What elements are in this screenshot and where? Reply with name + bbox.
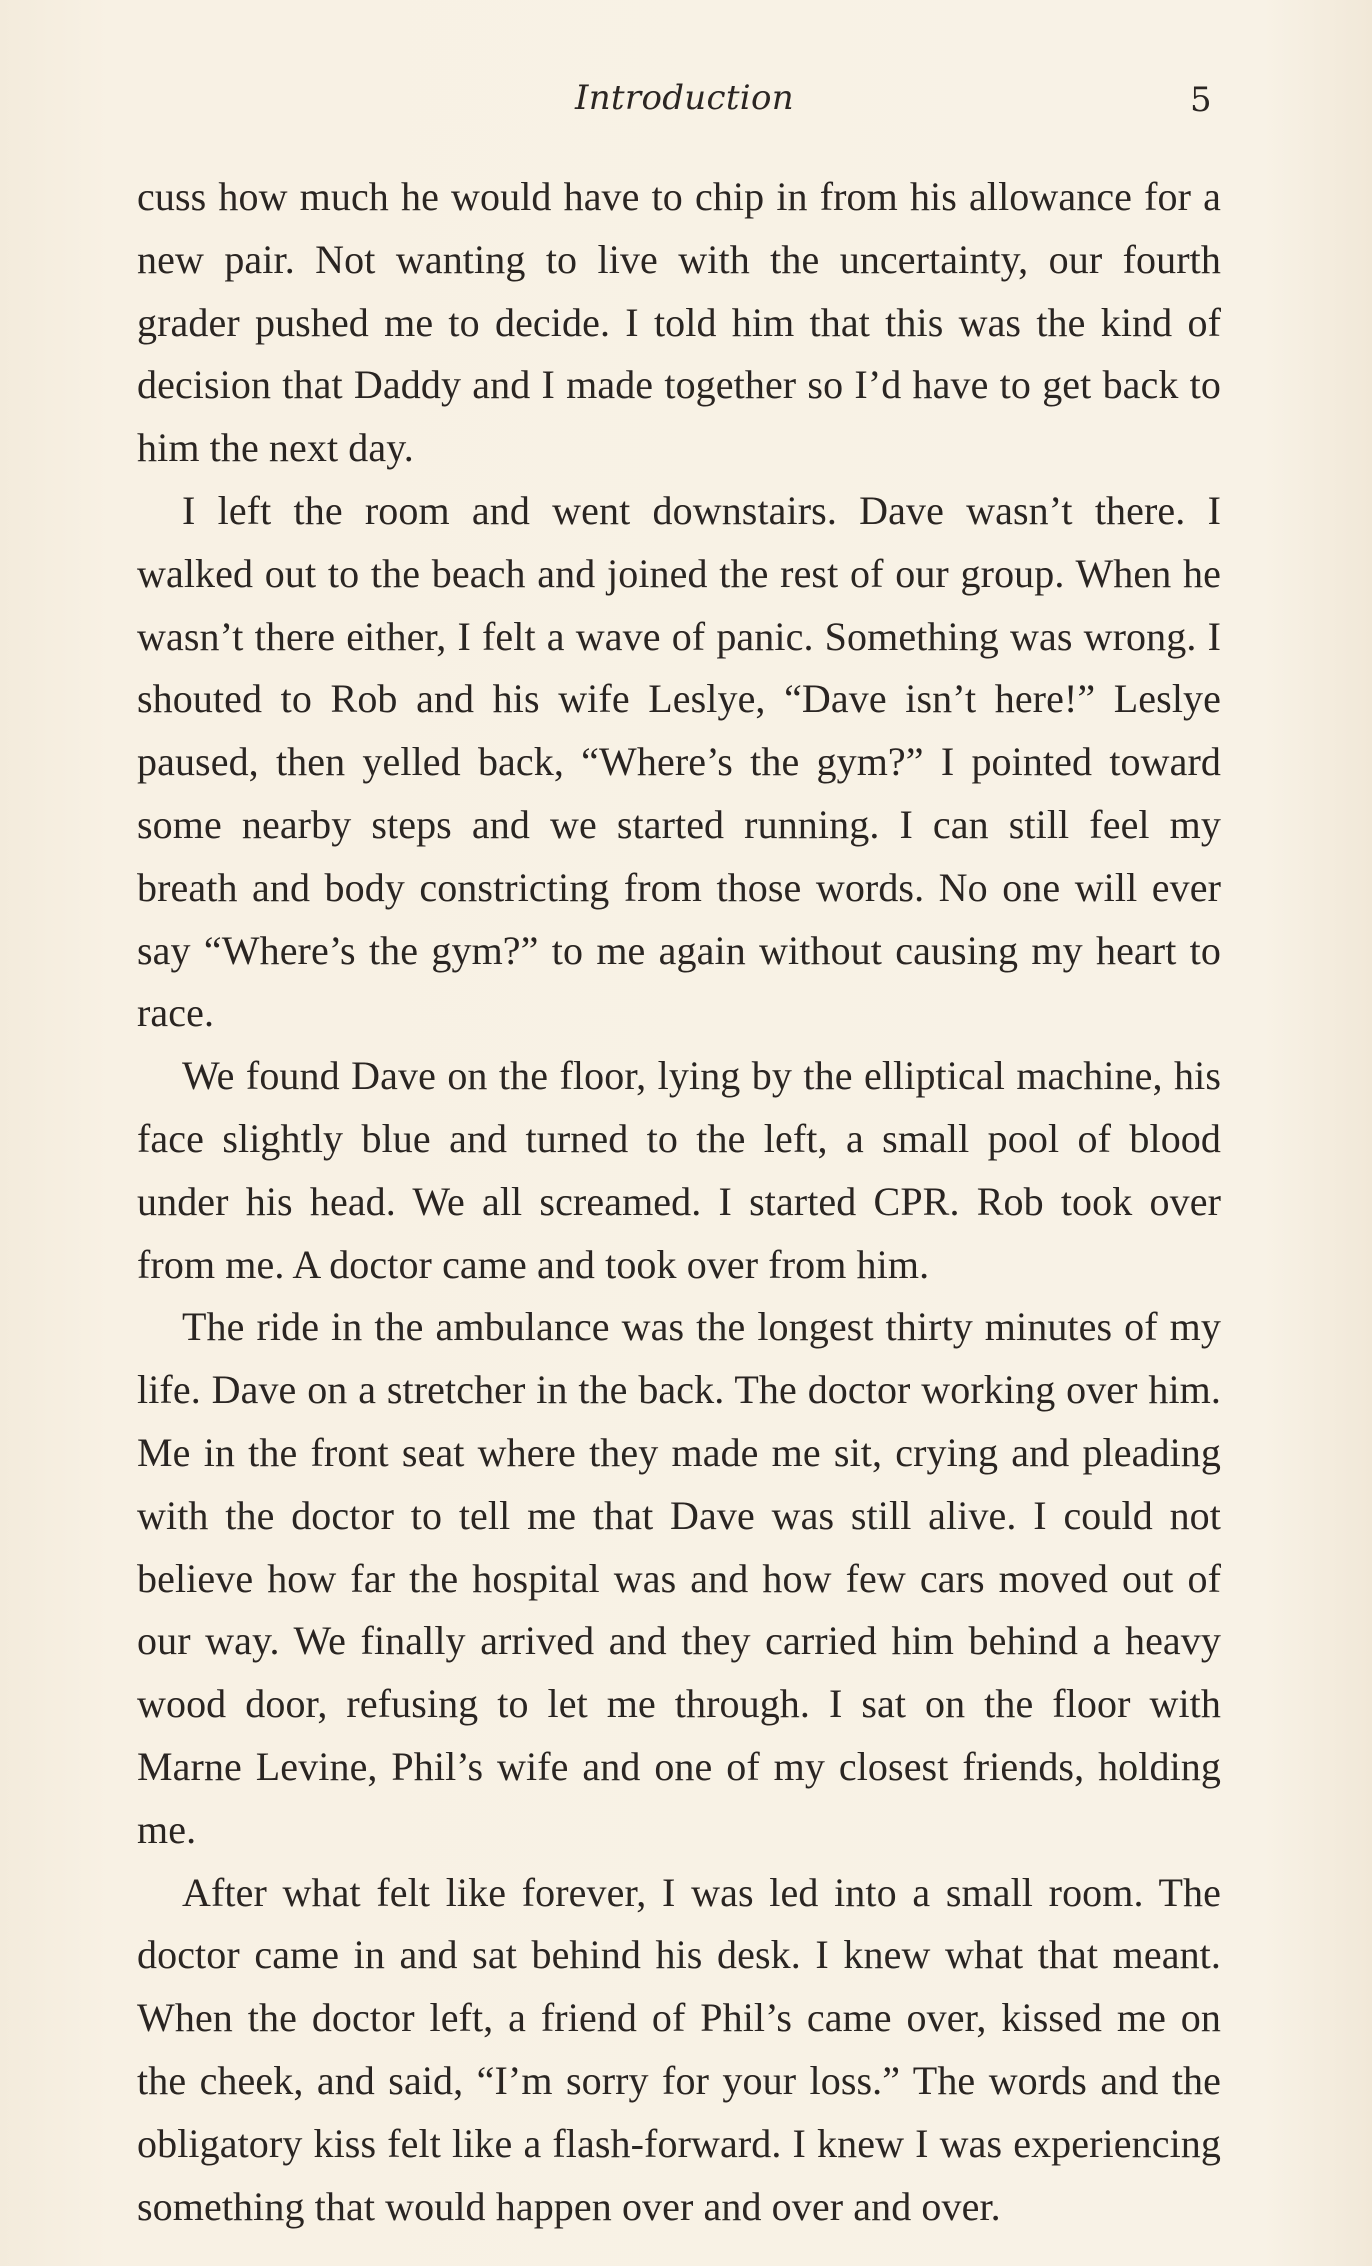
body-text <box>137 166 1221 2238</box>
running-head <box>0 72 1372 122</box>
paragraph-ambulance: The ride in the ambulance was the longest thirty minutes of my life. Dave on a stretcher in the back. The doctor working over him. Me in the front seat where they made me sit, crying and pleading with the doctor to tell me that Dave was still alive. I could not believe how far the hospital was and how few cars moved out of our way. We finally arrived and they carried him behind a heavy wood door, refusing to let me through. I sat on the floor with Marne Levine, Phil’s wife and one of my closest friends, holding me. <box>137 1304 1221 1852</box>
paragraph-leaving-room: I left the room and went downstairs. Dave wasn’t there. I walked out to the beach and joined the rest of our group. When he wasn’t there either, I felt a wave of panic. Something was wrong. I shouted to Rob and his wife Leslye, “Dave isn’t here!” Leslye paused, then yelled back, “Where’s the gym?” I pointed toward some nearby steps and we started running. I can still feel my breath and body constricting from those words. No one will ever say “Where’s the gym?” to me again without causing my heart to race. <box>137 487 1221 1036</box>
paragraph-doctor-room: After what felt like forever, I was led into a small room. The doctor came in and sat behind his desk. I knew what that meant. When the doctor left, a friend of Phil’s came over, kissed me on the cheek, and said, “I’m sorry for your loss.” The words and the obligatory kiss felt like a flash-forward. I knew I was experiencing something that would happen over and over and over. <box>137 1869 1221 2229</box>
paragraph-finding-dave: We found Dave on the floor, lying by the elliptical machine, his face slightly blue and turned to the left, a small pool of blood under his head. We all screamed. I started CPR. Rob took over from me. A doctor came and took over from him. <box>137 1053 1221 1287</box>
page-number: 5 <box>1190 80 1212 120</box>
paragraph-continued: cuss how much he would have to chip in from his allowance for a new pair. Not wanting to live with the uncertainty, our fourth grader pushed me to decide. I told him that this was the kind of decision that Daddy and I made together so I’d have to get back to him the next day. <box>137 174 1221 471</box>
running-title: Introduction <box>575 78 794 118</box>
